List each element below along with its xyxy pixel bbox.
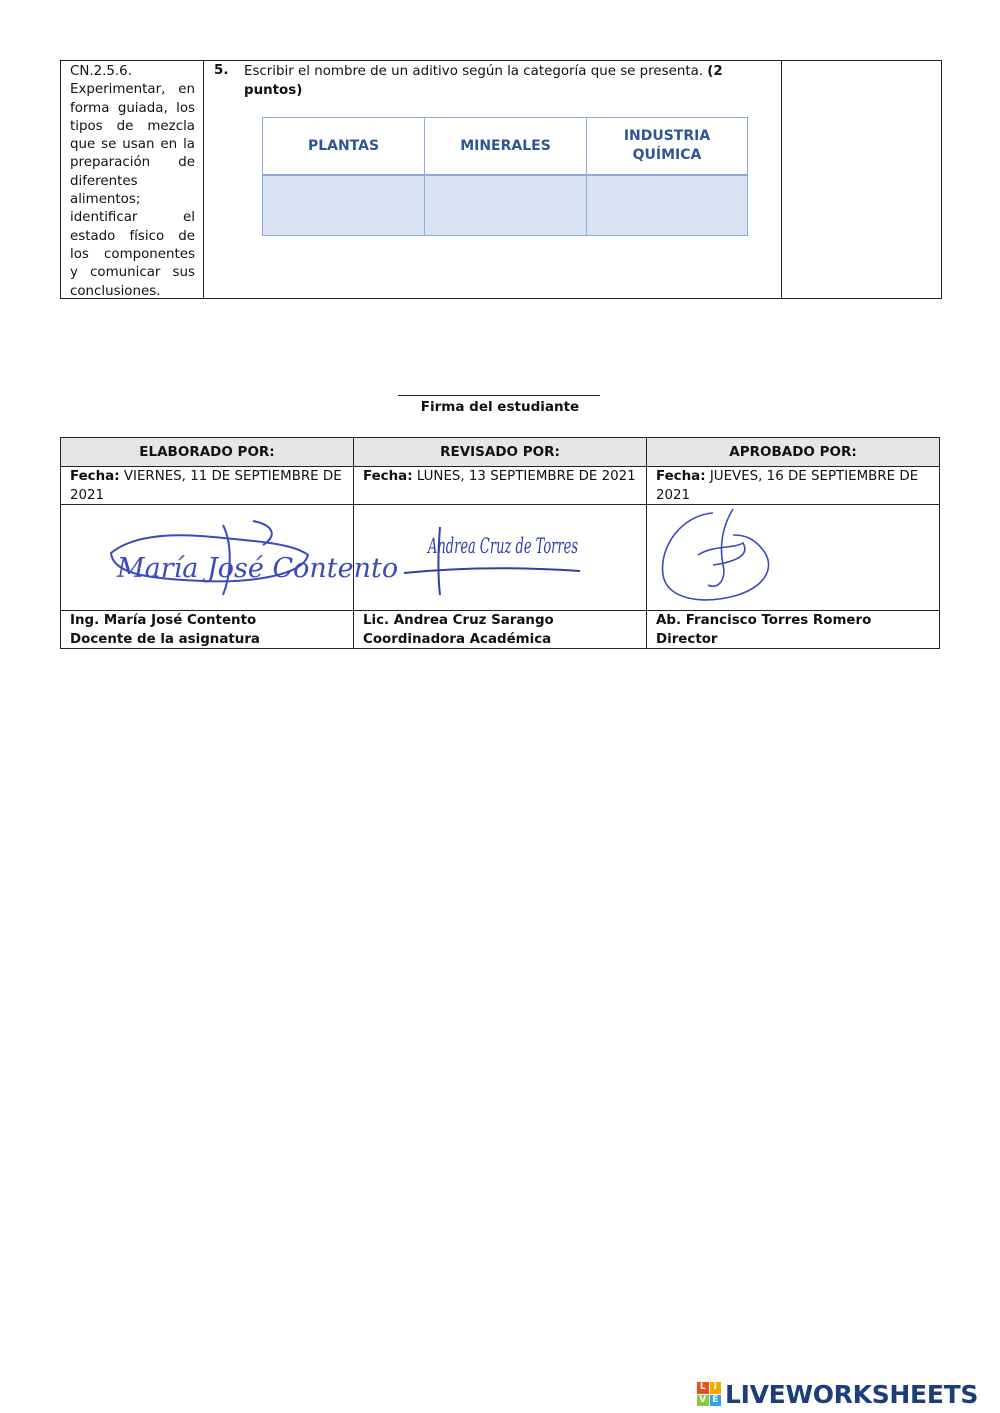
category-header-plantas: PLANTAS (263, 118, 425, 176)
student-signature-line (398, 395, 600, 396)
approver-role: Director (656, 631, 718, 647)
header-aprobado: APROBADO POR: (647, 438, 939, 467)
student-signature-caption: Firma del estudiante (420, 399, 580, 415)
date-aprobado (647, 467, 939, 505)
approval-table (60, 437, 940, 649)
skill-text: CN.2.5.6. Experimentar, en forma guiada, los tipos de mezcla que se usan en la preparación de diferentes alimentos; identificar el estado físico de los componentes y comunicar sus conclusiones. (70, 64, 195, 299)
liveworksheets-logo[interactable] (697, 1377, 978, 1411)
date-label: Fecha: (363, 469, 413, 484)
task-cell (204, 61, 782, 298)
signature-image-revisado (402, 517, 592, 601)
approver-name: Ing. María José Contento (70, 613, 257, 628)
approver-elaborado (61, 611, 354, 649)
category-header-industria-quimica (587, 118, 747, 176)
question-text (244, 63, 764, 100)
approver-role: Docente de la asignatura (70, 631, 260, 647)
category-table (262, 117, 748, 236)
approver-name: Ab. Francisco Torres Romero (656, 613, 872, 628)
answer-cell-plantas[interactable] (263, 176, 425, 235)
date-elaborado (61, 467, 354, 505)
date-value: JUEVES, 16 DE SEPTIEMBRE DE 2021 (656, 469, 919, 503)
answer-cell-industria-quimica[interactable] (587, 176, 747, 235)
logo-mark-icon (697, 1382, 721, 1406)
header-elaborado: ELABORADO POR: (61, 438, 354, 467)
score-cell (782, 61, 941, 298)
signature-cell-revisado (354, 505, 647, 611)
signature-cell-elaborado (61, 505, 399, 611)
date-label: Fecha: (656, 469, 706, 484)
date-value: VIERNES, 11 DE SEPTIEMBRE DE 2021 (70, 469, 342, 503)
header-revisado: REVISADO POR: (354, 438, 647, 467)
question-number: 5. (214, 63, 229, 78)
logo-mark-letter: V (697, 1395, 709, 1407)
skill-cell (61, 61, 204, 298)
approver-revisado (354, 611, 647, 649)
signature-text-revisado: Andrea Cruz de Torres (426, 534, 579, 558)
approver-role: Coordinadora Académica (363, 631, 552, 647)
answer-cell-minerales[interactable] (425, 176, 587, 235)
signature-cell-aprobado (647, 505, 939, 611)
category-header-industria-quimica-label: INDUSTRIA QUÍMICA (623, 128, 711, 163)
question-points: (2 puntos) (244, 64, 723, 98)
logo-mark-letter: E (710, 1395, 722, 1407)
signature-image-aprobado (653, 505, 783, 609)
signature-text-elaborado: María José Contento (117, 553, 399, 584)
approver-name: Lic. Andrea Cruz Sarango (363, 613, 554, 628)
signature-image-elaborado (103, 515, 399, 599)
logo-mark-letter: I (710, 1382, 722, 1394)
logo-mark-letter: L (697, 1382, 709, 1394)
approver-aprobado (647, 611, 939, 649)
question-instruction: Escribir el nombre de un aditivo según la categoría que se presenta. (244, 64, 704, 79)
date-revisado (354, 467, 647, 505)
logo-text: LIVEWORKSHEETS (725, 1379, 979, 1409)
activity-table (60, 60, 942, 299)
category-header-minerales: MINERALES (425, 118, 587, 176)
date-value: LUNES, 13 SEPTIEMBRE DE 2021 (416, 469, 636, 484)
date-label: Fecha: (70, 469, 120, 484)
